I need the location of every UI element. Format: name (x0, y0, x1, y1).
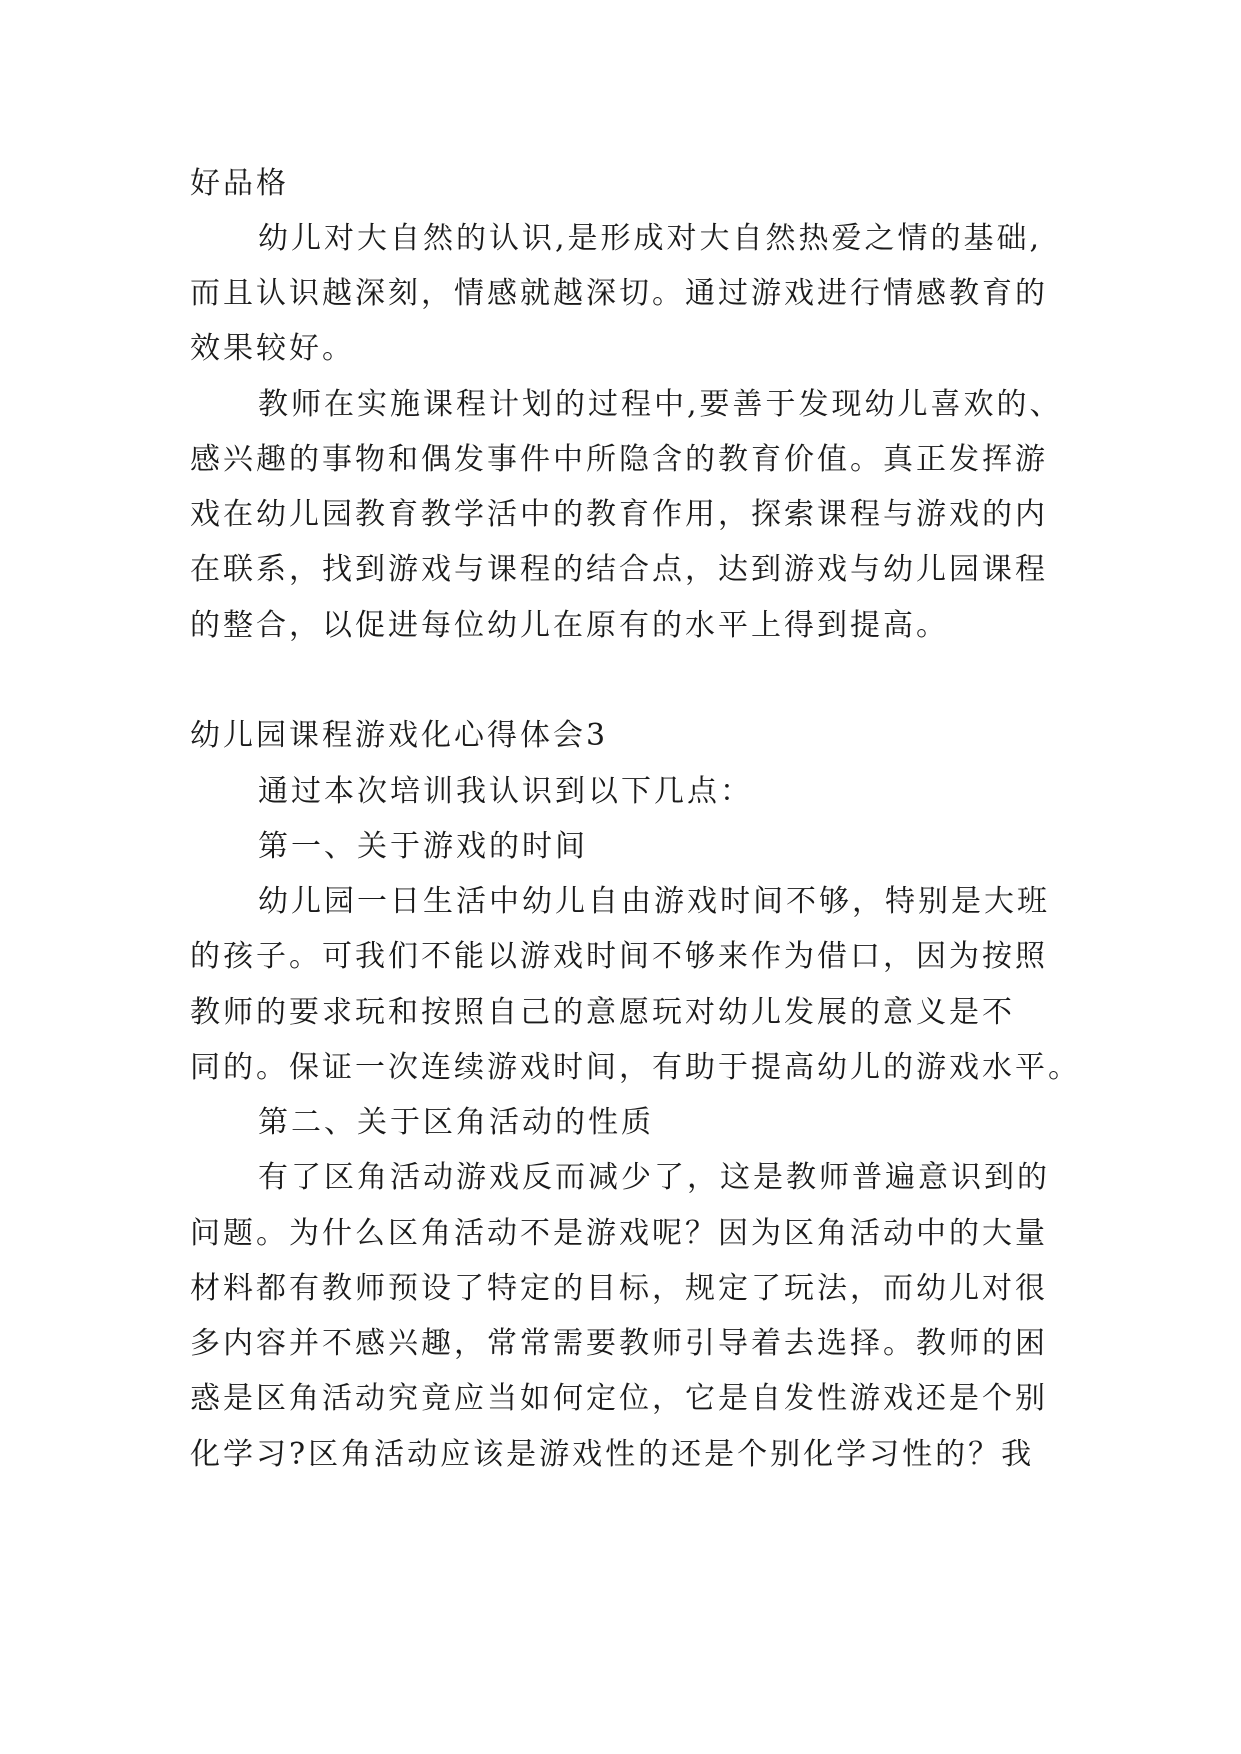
subheading-line: 第一、关于游戏的时间 (258, 829, 588, 864)
text-line: 在联系，找到游戏与课程的结合点，达到游戏与幼儿园课程 (190, 552, 1048, 587)
text-line: 的整合，以促进每位幼儿在原有的水平上得到提高。 (190, 608, 949, 643)
text-line: 教师的要求玩和按照自己的意愿玩对幼儿发展的意义是不 (190, 995, 1015, 1030)
section-heading: 幼儿园课程游戏化心得体会3 (190, 718, 609, 753)
paragraph-start-line: 幼儿对大自然的认识,是形成对大自然热爱之情的基础, (258, 221, 1043, 256)
text-line: 化学习?区角活动应该是游戏性的还是个别化学习性的？我 (190, 1437, 1035, 1472)
text-line: 惑是区角活动究竟应当如何定位，它是自发性游戏还是个别 (190, 1381, 1048, 1416)
text-line: 而且认识越深刻，情感就越深切。通过游戏进行情感教育的 (190, 276, 1048, 311)
paragraph-start-line: 通过本次培训我认识到以下几点： (258, 774, 753, 809)
text-line: 戏在幼儿园教育教学活中的教育作用，探索课程与游戏的内 (190, 497, 1048, 532)
text-line: 同的。保证一次连续游戏时间，有助于提高幼儿的游戏水平。 (190, 1050, 1081, 1085)
text-line: 感兴趣的事物和偶发事件中所隐含的教育价值。真正发挥游 (190, 442, 1048, 477)
text-line: 好品格 (190, 166, 289, 201)
subheading-line: 第二、关于区角活动的性质 (258, 1105, 654, 1140)
text-line: 的孩子。可我们不能以游戏时间不够来作为借口，因为按照 (190, 939, 1048, 974)
text-line: 效果较好。 (190, 331, 355, 366)
paragraph-start-line: 教师在实施课程计划的过程中,要善于发现幼儿喜欢的、 (258, 387, 1063, 422)
paragraph-start-line: 有了区角活动游戏反而减少了，这是教师普遍意识到的 (258, 1160, 1050, 1195)
text-line: 材料都有教师预设了特定的目标，规定了玩法，而幼儿对很 (190, 1271, 1048, 1306)
paragraph-start-line: 幼儿园一日生活中幼儿自由游戏时间不够，特别是大班 (258, 884, 1050, 919)
text-line: 多内容并不感兴趣，常常需要教师引导着去选择。教师的困 (190, 1326, 1048, 1361)
text-line: 问题。为什么区角活动不是游戏呢？因为区角活动中的大量 (190, 1216, 1048, 1251)
